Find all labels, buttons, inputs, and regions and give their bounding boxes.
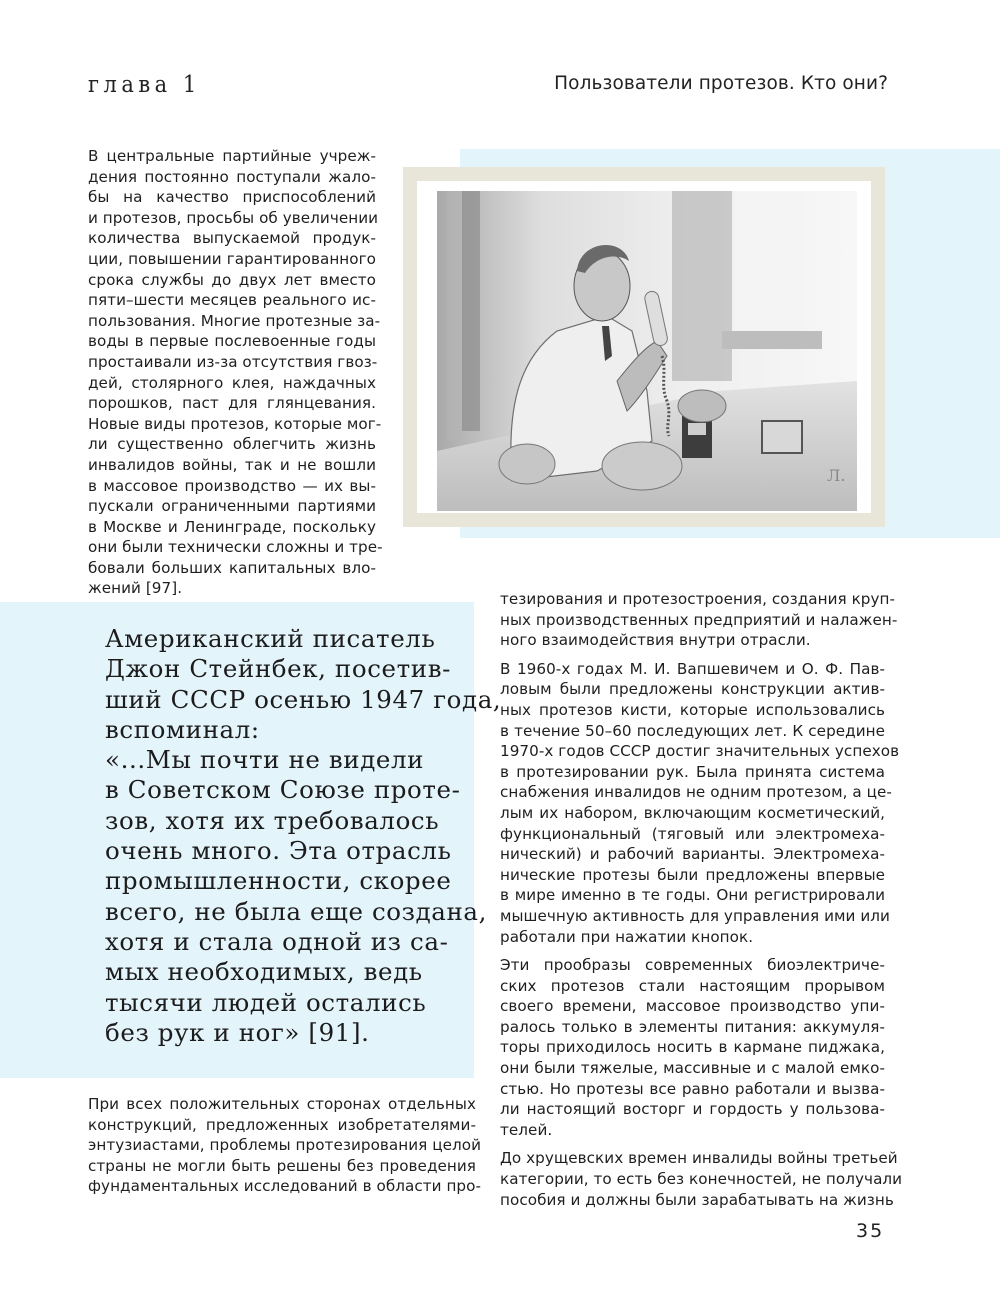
quote-line: мых необходимых, ведь — [105, 957, 423, 987]
quote-line: Американский писатель — [105, 624, 436, 653]
text-line: они были технически сложны и тре- — [88, 538, 383, 557]
quote-line: без рук и ног» [91]. — [105, 1017, 370, 1047]
artist-signature: Л. — [827, 466, 846, 485]
left-column-paragraph — [88, 146, 383, 599]
text-line: страны не могли быть решены без проведения — [88, 1156, 476, 1175]
text-line: тезирования и протезостроения, создания круп- — [500, 590, 896, 608]
quote-line: промышленности, скорее — [105, 866, 452, 896]
quote-line: очень много. Эта отрасль — [105, 836, 452, 866]
text-line: бовали больших капитальных вло- — [88, 558, 376, 577]
text-line: При всех положительных сторонах отдельных — [88, 1095, 476, 1113]
paragraph-gap — [500, 651, 885, 659]
paragraph-gap — [500, 947, 885, 955]
text-line: ских протезов стали настоящим прорывом — [500, 976, 885, 995]
text-line: срока службы до двух лет вместо — [88, 270, 376, 289]
quote-line: в Советском Союзе проте- — [105, 775, 461, 805]
steinbeck-quote — [105, 624, 502, 1048]
text-line: категории, то есть без конечностей, не получали — [500, 1170, 903, 1189]
text-line: ралось только в элементы питания: аккумуля- — [500, 1017, 885, 1036]
text-line: телей. — [500, 1120, 553, 1139]
section-title: Пользователи протезов. Кто они? — [554, 73, 888, 94]
text-line: конструкций, предложенных изобретателями- — [88, 1115, 476, 1134]
text-line: Новые виды протезов, которые мог- — [88, 414, 382, 433]
text-line: пяти–шести месяцев реального ис- — [88, 291, 376, 310]
page-number: 35 — [856, 1220, 885, 1242]
text-line: в массовое производство — их вы- — [88, 476, 376, 495]
text-line: пользования. Многие протезные за- — [88, 311, 381, 330]
quote-line: хотя и стала одной из са- — [105, 926, 449, 956]
quote-line: вспоминал: — [105, 714, 260, 744]
quote-line: «...Мы почти не видели — [105, 745, 425, 775]
text-line: До хрущевских времен инвалиды войны третьей — [500, 1149, 898, 1168]
text-line: в протезировании рук. Была принята система — [500, 762, 885, 781]
text-line: В 1960-х годах М. И. Вапшевичем и О. Ф. Пав- — [500, 659, 885, 678]
text-line: ли настоящий восторг и гордость у пользова- — [500, 1100, 885, 1119]
text-line: ных производственных предприятий и налажен- — [500, 610, 898, 629]
text-line: пускали ограниченными партиями — [88, 497, 376, 516]
text-line: энтузиастами, проблемы протезирования целой — [88, 1136, 482, 1155]
text-line: лым их набором, включающим косметический, — [500, 803, 885, 822]
quote-line: тысячи людей остались — [105, 987, 427, 1017]
text-line: торы приходилось носить в кармане пиджака, — [500, 1038, 885, 1057]
quote-line: ший СССР осенью 1947 года, — [105, 684, 502, 714]
text-line: воды в первые послевоенные годы — [88, 332, 376, 351]
text-line: в Москве и Ленинграде, поскольку — [88, 517, 376, 536]
text-line: работали при нажатии кнопок. — [500, 927, 754, 946]
text-line: порошков, паст для глянцевания. — [88, 394, 376, 413]
text-line: они были тяжелые, массивные и с малой емко- — [500, 1059, 885, 1078]
text-line: фундаментальных исследований в области про- — [88, 1177, 481, 1196]
text-line: в течение 50–60 последующих лет. К середине — [500, 721, 885, 740]
text-line: пособия и должны были зарабатывать на жизнь — [500, 1190, 894, 1209]
text-line: В центральные партийные учреж- — [88, 147, 376, 165]
text-line: ных протезов кисти, которые использовались — [500, 700, 885, 719]
text-line: своего времени, массовое производство упи- — [500, 997, 885, 1016]
text-line: Эти прообразы современных биоэлектриче- — [500, 956, 885, 975]
text-line: бы на качество приспособлений — [88, 188, 376, 207]
text-line: ного взаимодействия внутри отрасли. — [500, 631, 811, 650]
quote-line: всего, не была еще создана, — [105, 896, 488, 926]
quote-line: Джон Стейнбек, посетив- — [105, 654, 451, 684]
illustration-drawing — [417, 181, 871, 513]
text-line: простаивали из-за отсутствия гвоз- — [88, 352, 378, 371]
text-line: снабжения инвалидов не одним протезом, а це- — [500, 783, 892, 802]
text-line: ловым были предложены конструкции актив- — [500, 680, 885, 699]
text-line: нический) и рабочий варианты. Электромеха- — [500, 845, 885, 864]
text-line: и протезов, просьбы об увеличении — [88, 208, 379, 227]
pencil-drawing-icon — [417, 181, 871, 513]
text-line: инвалидов войны, так и не вошли — [88, 455, 376, 474]
text-line: ции, повышении гарантированного — [88, 249, 376, 268]
text-line: функциональный (тяговый или электромеха- — [500, 824, 885, 843]
text-line: ли существенно облегчить жизнь — [88, 435, 376, 454]
text-line: мышечную активность для управления ими или — [500, 906, 890, 925]
text-line: 1970-х годов СССР достиг значительных успехов — [500, 742, 900, 761]
quote-line: зов, хотя их требовалось — [105, 805, 440, 835]
text-line: нические протезы были предложены впервые — [500, 865, 885, 884]
chapter-label: глава 1 — [88, 71, 201, 98]
paragraph-gap — [500, 1140, 885, 1148]
text-line: жений [97]. — [88, 579, 183, 598]
right-column — [500, 589, 903, 1210]
text-line: в мире именно в те годы. Они регистрировали — [500, 886, 885, 905]
left-bottom-paragraph — [88, 1094, 482, 1197]
text-line: дения постоянно поступали жало- — [88, 167, 376, 186]
text-line: количества выпускаемой продук- — [88, 229, 376, 248]
text-line: дей, столярного клея, наждачных — [88, 373, 376, 392]
text-line: стью. Но протезы все равно работали и вызва- — [500, 1079, 885, 1098]
